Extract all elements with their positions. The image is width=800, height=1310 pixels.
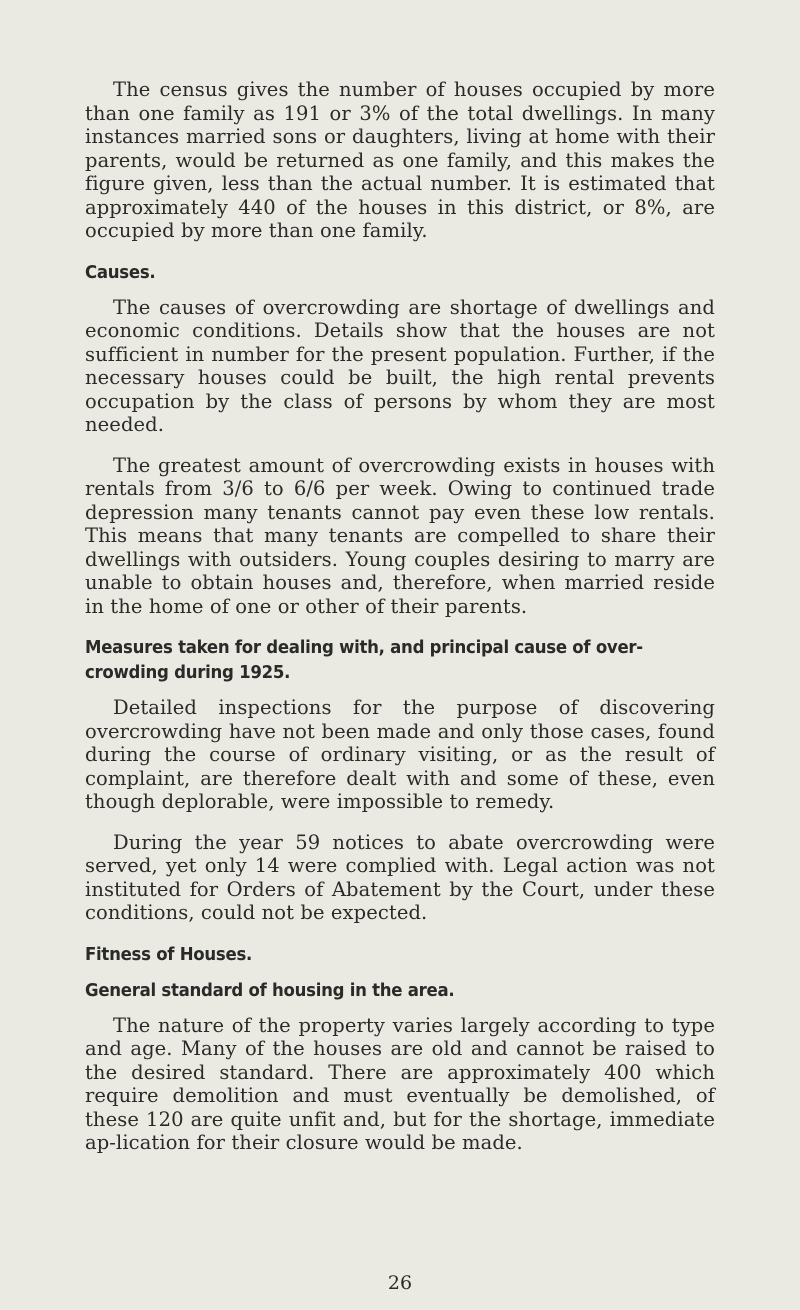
heading-measures: Measures taken for dealing with, and principal cause of over-crowding during 1925. <box>85 637 643 683</box>
paragraph-property: The nature of the property varies largely according to type and age. Many of the houses are old and cannot be raised to the desired standard. There are approximately 400 which require demolition and must eventually be demolished, of these 120 are quite unfit and, but for the shortage, immediate ap-lication for their closure would be made. <box>85 1013 715 1154</box>
page-number: 26 <box>387 1272 413 1294</box>
document-page <box>85 78 715 1172</box>
heading-causes: Causes. <box>85 261 156 283</box>
paragraph-causes: The causes of overcrowding are shortage of dwellings and economic conditions. Details show that the houses are not sufficient in number for the present population. Further, if the necessary houses could be built, the high rental prevents occupation by the class of persons by whom they are most needed. <box>85 295 715 436</box>
paragraph-inspections: Detailed inspections for the purpose of discovering overcrowding have not been made and only those cases, found during the course of ordinary visiting, or as the result of complaint, are therefore dealt with and some of these, even though deplorable, were impossible to remedy. <box>85 696 715 813</box>
paragraph-notices: During the year 59 notices to abate overcrowding were served, yet only 14 were complied with. Legal action was not instituted for Orders of Abatement by the Court, under these conditions, could not be expected. <box>85 830 715 924</box>
heading-general-standard: General standard of housing in the area. <box>85 979 455 1001</box>
heading-fitness: Fitness of Houses. <box>85 943 253 965</box>
paragraph-census: The census gives the number of houses occupied by more than one family as 191 or 3% of the total dwellings. In many instances married sons or daughters, living at home with their parents, would be returned as one family, and this makes the figure given, less than the actual number. It is estimated that approximately 440 of the houses in this district, or 8%, are occupied by more than one family. <box>85 78 715 242</box>
paragraph-rentals: The greatest amount of overcrowding exists in houses with rentals from 3/6 to 6/6 per week. Owing to continued trade depression many tenants cannot pay even these low rentals. This means that many tenants are compelled to share their dwellings with outsiders. Young couples desiring to marry are unable to obtain houses and, therefore, when married reside in the home of one or other of their parents. <box>85 453 715 618</box>
